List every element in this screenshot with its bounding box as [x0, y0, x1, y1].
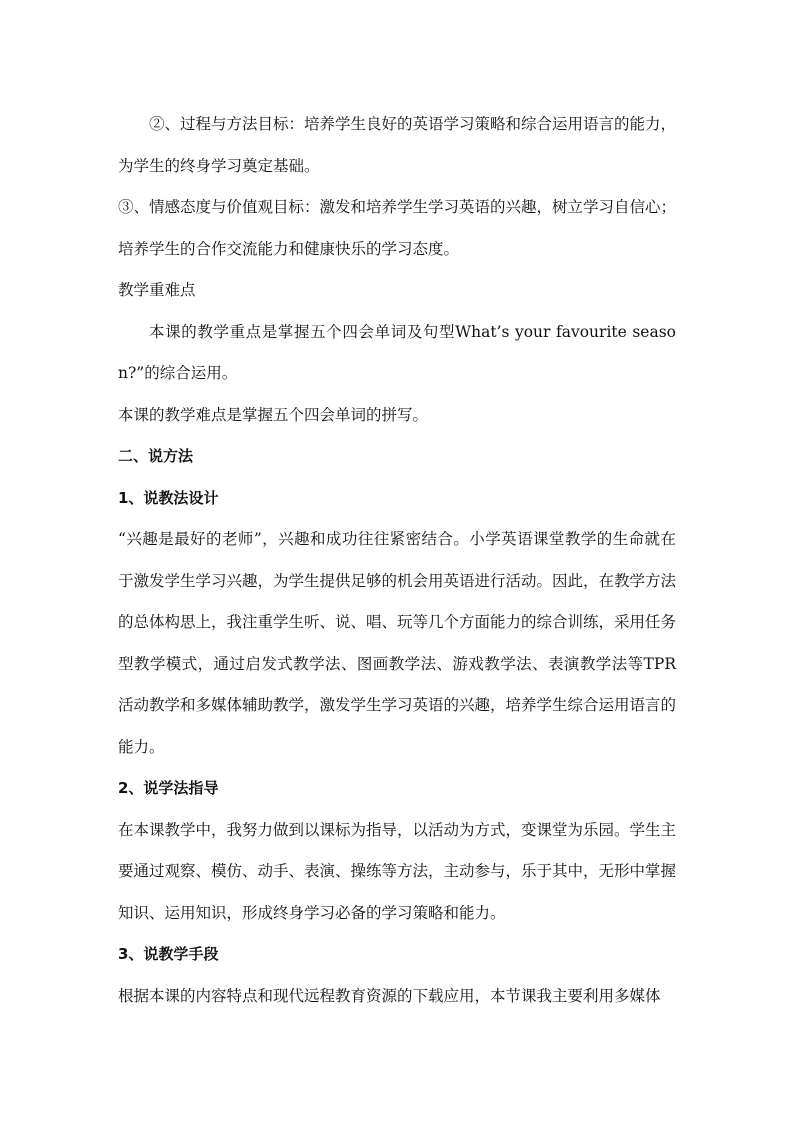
subheading-teaching-means: 3、说教学手段: [118, 945, 219, 963]
teaching-method-paragraph: “兴趣是最好的老师”，兴趣和成功往往紧密结合。小学英语课堂教学的生命就在于激发学生学习兴趣，为学生提供足够的机会用英语进行活动。因此，在教学方法的总体构思上，我注重学生听、说、唱、玩等几个方面能力的综合训练，采用任务型教学模式，通过启发式教学法、图画教学法、游戏教学法、表演教学法等TPR活动教学和多媒体辅助教学，激发学生学习英语的兴趣，培养学生综合运用语言的能力。: [118, 530, 677, 756]
emotion-attitude-goal-paragraph: ③、情感态度与价值观目标：激发和培养学生学习英语的兴趣，树立学习自信心；培养学生的合作交流能力和健康快乐的学习态度。: [118, 198, 677, 258]
document-body: [118, 104, 676, 1017]
process-method-goal-paragraph: ②、过程与方法目标：培养学生良好的英语学习策略和综合运用语言的能力，为学生的终身学习奠定基础。: [118, 115, 677, 175]
subheading-learning-method: 2、说学法指导: [118, 779, 219, 797]
difficult-point-paragraph: 本课的教学难点是掌握五个四会单词的拼写。: [118, 405, 429, 424]
subheading-teaching-method: 1、说教法设计: [118, 488, 219, 507]
learning-method-paragraph: 在本课教学中，我努力做到以课标为指导，以活动为方式，变课堂为乐园。学生主要通过观察、模仿、动手、表演、操练等方法，主动参与，乐于其中，无形中掌握知识、运用知识，形成终身学习必备的学习策略和能力。: [118, 820, 677, 922]
teaching-means-paragraph: 根据本课的内容特点和现代远程教育资源的下载应用，本节课我主要利用多媒体: [118, 986, 661, 1005]
section-heading-methods: 二、说方法: [118, 447, 194, 465]
key-difficult-points-label: 教学重难点: [118, 281, 196, 299]
key-point-paragraph: 本课的教学重点是掌握五个四会单词及句型What’s your favourite season?”的综合运用。: [118, 322, 676, 382]
